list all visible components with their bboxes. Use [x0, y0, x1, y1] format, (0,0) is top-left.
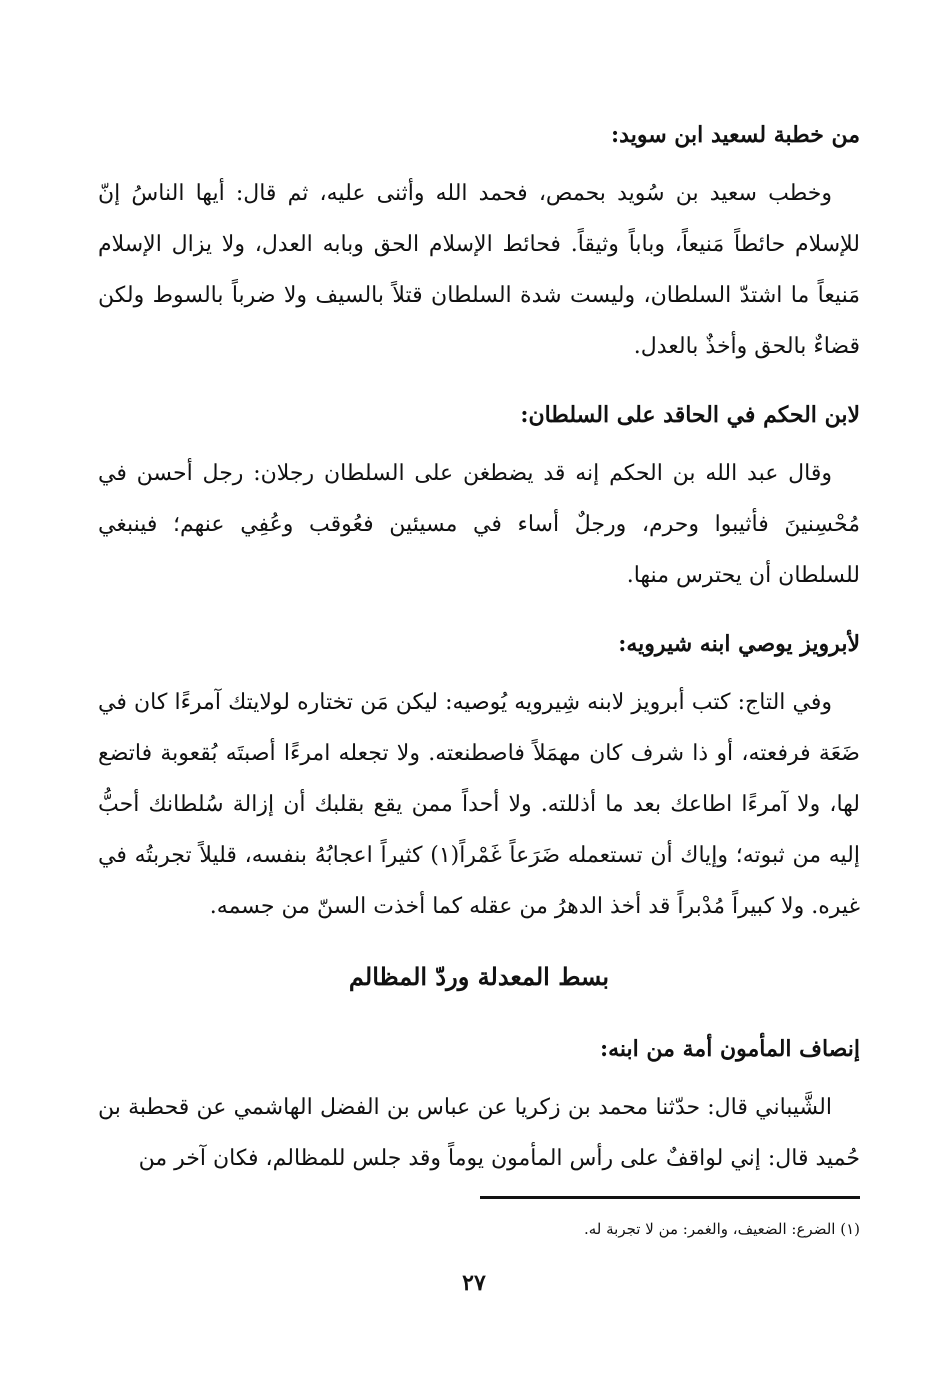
page-number: ٢٧ [462, 1270, 486, 1296]
section-paragraph: وخطب سعيد بن سُويد بحمص، فحمد الله وأثنى عليه، ثم قال: أيها الناسُ إنّ للإسلام حائطاً مَنيعاً، وباباً وثيقاً. فحائط الإسلام الحق وبابه العدل، ولا يزال الإسلام مَنيعاً ما اشتدّ السلطان، وليست شدة السلطان قتلاً بالسيف ولا ضرباً بالسوط ولكن قضاءٌ بالحق وأخذٌ بالعدل. [98, 181, 860, 359]
section-paragraph: وفي التاج: كتب أبرويز لابنه شِيرويه يُوصيه: ليكن مَن تختاره لولايتك آمرءًا كان في ضَعَة فرفعته، أو ذا شرف كان مهمَلاً فاصطنعته. ولا تجعله امرءًا أصبتَه بُقعوبة فاتضع لها، ولا آمرءًا اطاعك بعد ما أذللته. ولا أحداً ممن يقع بقلبك أن إزالة سُلطانك أحبُّ إليه من ثبوته؛ وإياك أن تستعمله ضَرَعاً غَمْراً(١) كثيراً اعجابُهُ بنفسه، قليلاً تجربتُه في غيره. ولا كبيراً مُدْبراً قد أخذ الدهرُ من عقله كما أخذت السنّ من جسمه. [98, 690, 860, 919]
section-heading: لابن الحكم في الحاقد على السلطان: [520, 402, 860, 428]
section-heading: إنصاف المأمون أمة من ابنه: [599, 1036, 860, 1062]
footnote: (١) الضرع: الضعيف، والغمر: من لا تجربة له. [583, 1220, 860, 1238]
section-paragraph: وقال عبد الله بن الحكم إنه قد يضطغن على السلطان رجلان: رجل أحسن في مُحْسِنينَ فأثيبوا وحرم، ورجلٌ أساء في مسيئين فعُوقب وعُفِي عنهم؛ فينبغي للسلطان أن يحترس منها. [98, 461, 860, 588]
section-heading: من خطبة لسعيد ابن سويد: [611, 122, 860, 148]
section-heading: لأبرويز يوصي ابنه شيرويه: [618, 631, 860, 657]
chapter-title: بسط المعدلة وردّ المظالم [348, 962, 610, 991]
footnote-divider [480, 1196, 860, 1199]
page-content [98, 120, 860, 1184]
section-paragraph: الشَّيباني قال: حدّثنا محمد بن زكريا عن عباس بن الفضل الهاشمي عن قحطبة بن حُميد قال: إني لواقفٌ على رأس المأمون يوماً وقد جلس للمظالم، فكان آخر من [98, 1095, 860, 1171]
